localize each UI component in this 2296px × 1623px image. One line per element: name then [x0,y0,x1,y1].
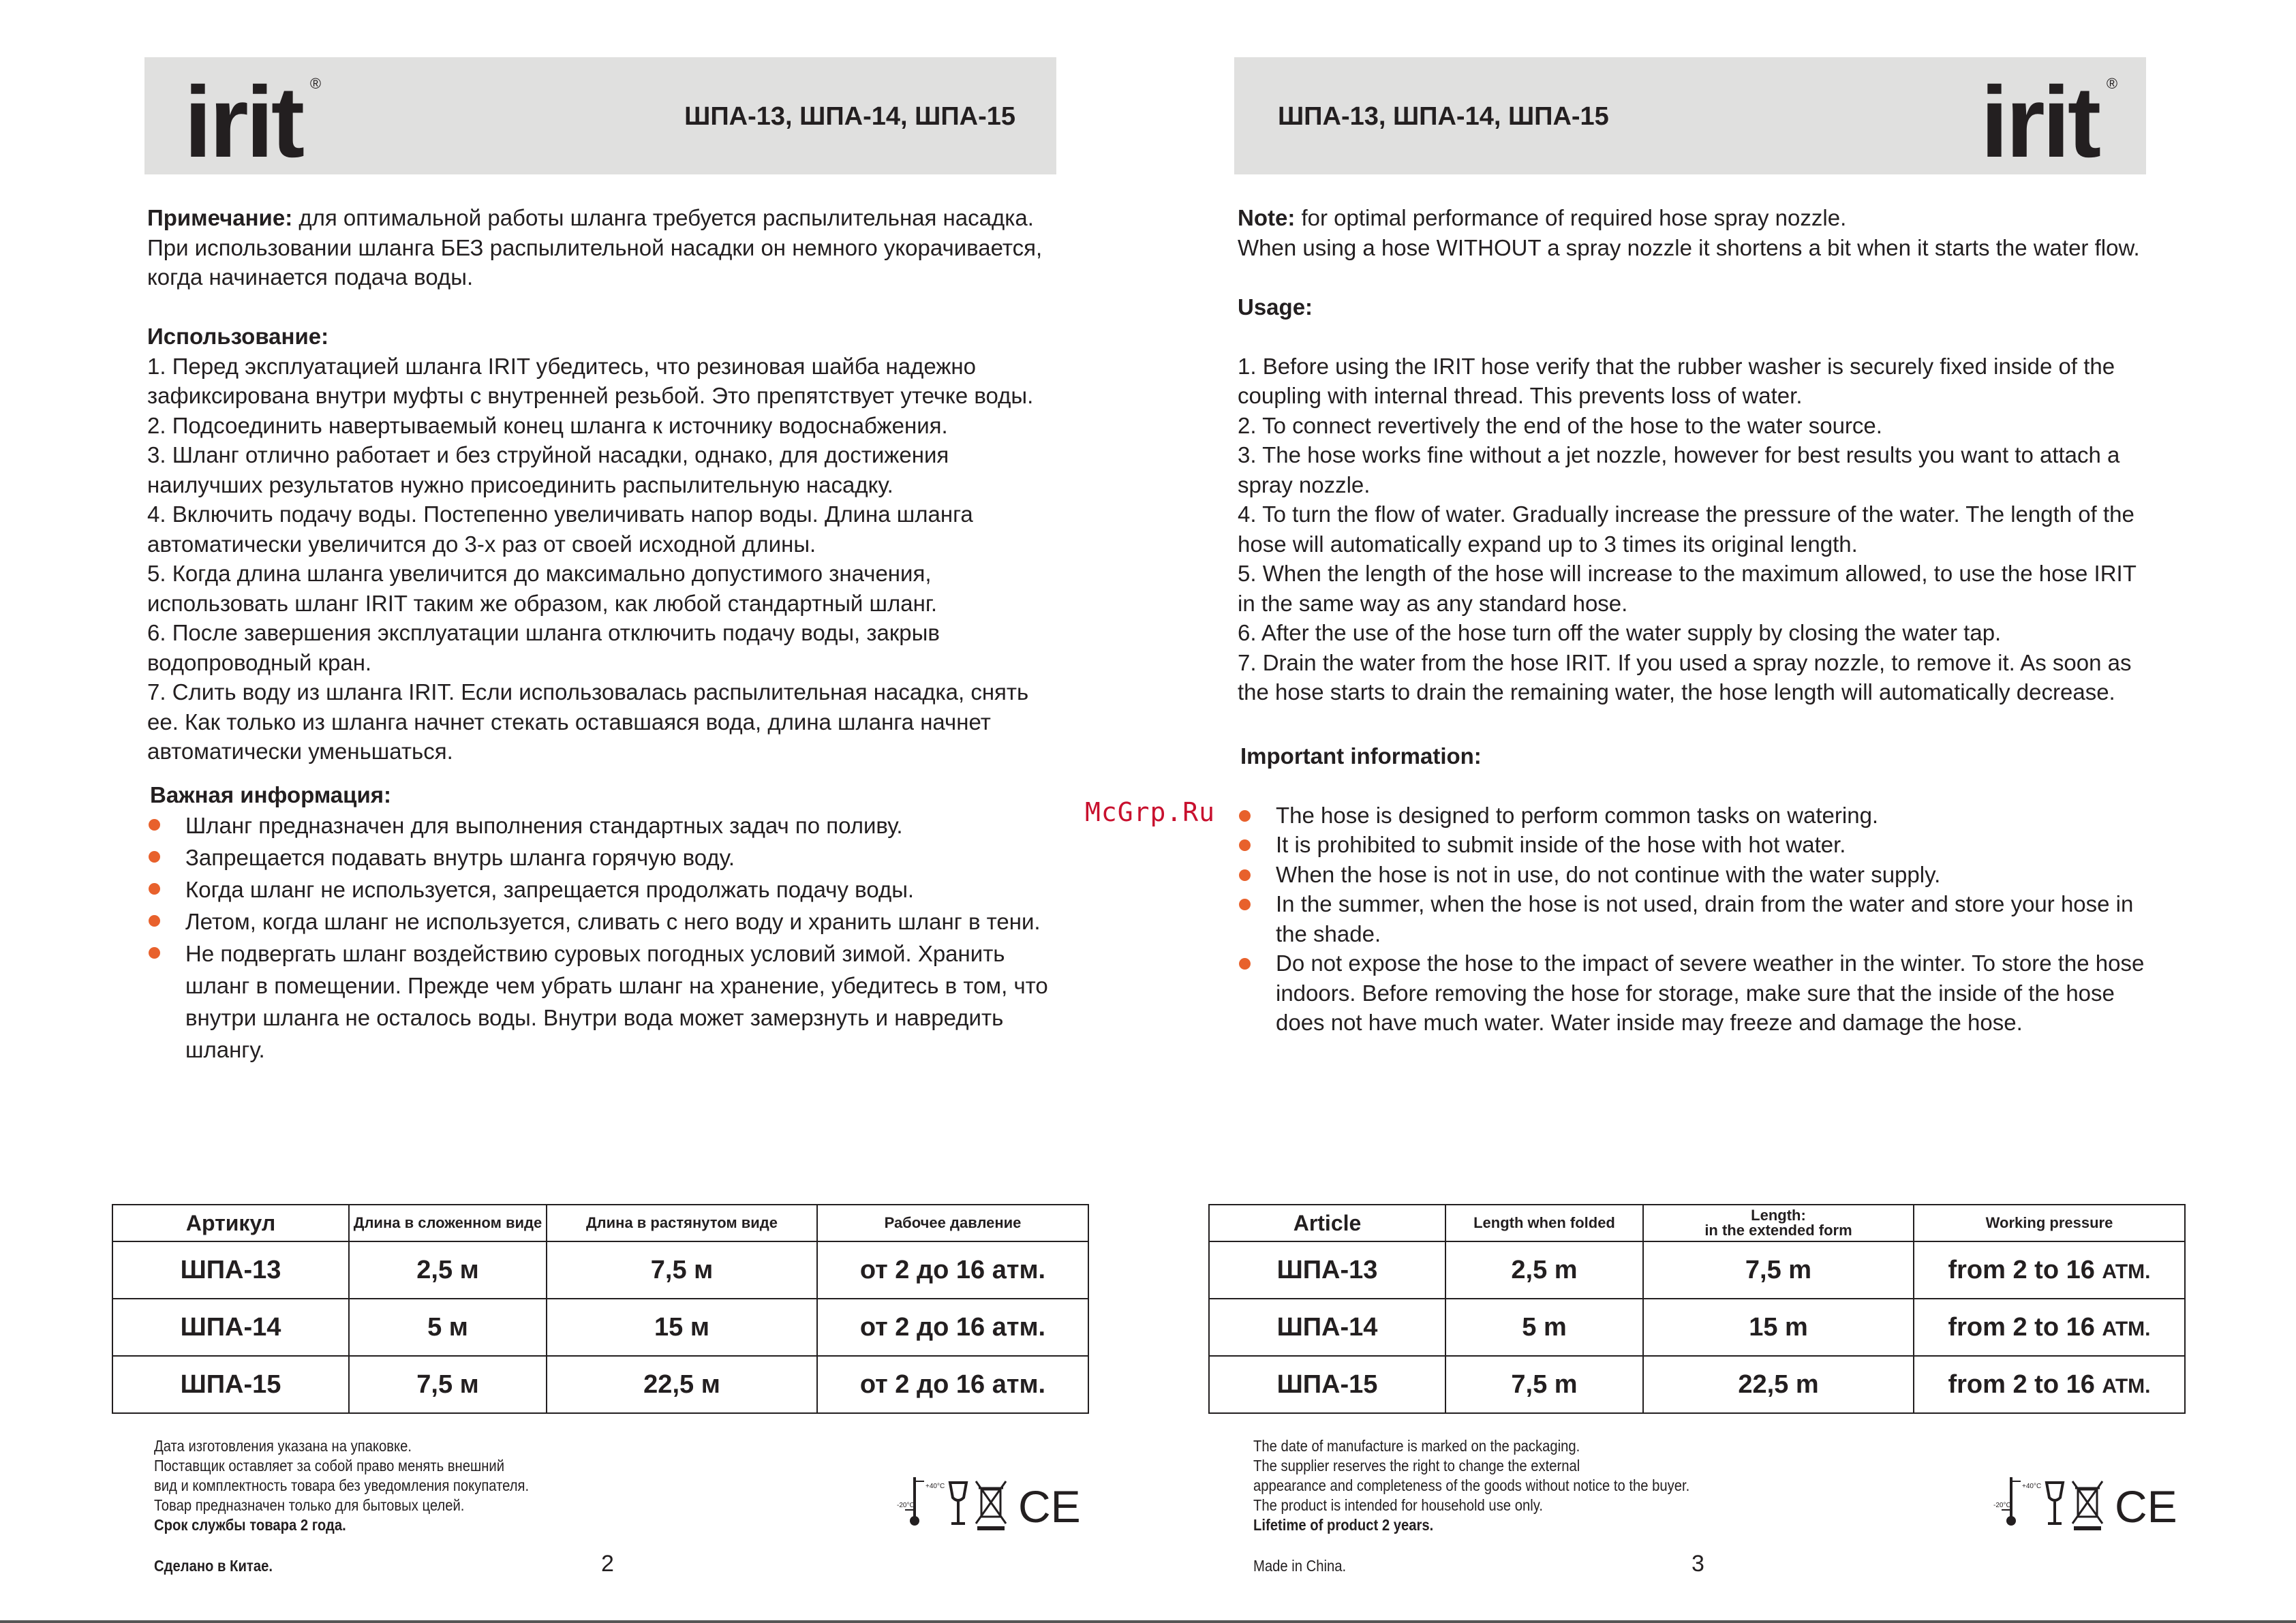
spec-table [1208,1204,2186,1414]
svg-text:-20°C: -20°C [897,1502,915,1509]
page-header [1234,57,2146,179]
list-item: Летом, когда шланг не используется, сливать с него воду и хранить шланг в тени. [147,906,1060,938]
svg-text:-20°C: -20°C [1993,1502,2011,1509]
list-item: Когда шланг не используется, запрещается продолжать подачу воды. [147,874,1060,906]
svg-text:+40°C: +40°C [2022,1483,2042,1490]
list-item: When the hose is not in use, do not continue with the water supply. [1238,860,2151,890]
page-number: 2 [601,1551,614,1577]
usage-item: 3. The hose works fine without a jet nozzle, however for best results you want to attach a spray nozzle. [1238,442,2120,497]
note-continued: When using a hose WITHOUT a spray nozzle it shortens a bit when it starts the water flow. [1238,234,2140,260]
usage-item: 4. To turn the flow of water. Gradually increase the pressure of the water. The length of the hose will automatically expand up to 3 times its original length. [1238,501,2134,557]
table-row: ШПА-15 7,5 м 22,5 м от 2 до 16 атм. [112,1356,1088,1413]
list-item: The hose is designed to perform common tasks on watering. [1238,801,2151,831]
usage-item: 1. Before using the IRIT hose verify that the rubber washer is securely fixed inside of the coupling with internal thread. This prevents loss of water. [1238,353,2115,408]
usage-item: 6. После завершения эксплуатации шланга отключить подачу воды, закрыв водопроводный кран. [147,620,940,675]
crossed-bin-icon [2072,1481,2102,1530]
table-header-row [112,1205,1088,1241]
column-header: Длина в сложенном виде [349,1205,547,1241]
usage-item: 5. Когда длина шланга увеличится до максимально допустимого значения, использовать шланг IRIT таким же образом, как любой стандартный шланг. [147,561,937,616]
column-header: Length: in the extended form [1643,1205,1914,1241]
certification-icons [1993,1472,2177,1533]
bottom-rule [0,1620,2296,1623]
usage-title: Использование: [147,324,329,349]
made-in: Made in China. [1253,1557,1347,1575]
model-title: ШПА-13, ШПА-14, ШПА-15 [684,102,1015,131]
instructions-text [1238,203,2151,1038]
usage-item: 2. Подсоединить навертываемый конец шланга к источнику водоснабжения. [147,412,948,438]
list-item: Шланг предназначен для выполнения стандартных задач по поливу. [147,809,1060,841]
registered-mark: ® [2106,75,2118,92]
thermometer-icon [1993,1477,2041,1526]
table-row: ШПА-13 2,5 м 7,5 м от 2 до 16 атм. [112,1241,1088,1299]
made-in: Сделано в Китае. [154,1557,273,1575]
list-item: Не подвергать шланг воздействию суровых погодных условий зимой. Хранить шланг в помещении. Прежде чем убрать шланг на хранение, убедитесь в том, что внутри шланга не осталось воды. Внутри вода может замерзнуть и навредить шлангу. [147,938,1060,1066]
table-row: ШПА-14 5 m 15 m from 2 to 16 ATM. [1209,1299,2185,1356]
brand-logo [1980,66,2118,179]
list-item: It is prohibited to submit inside of the hose with hot water. [1238,830,2151,860]
list-item: Do not expose the hose to the impact of severe weather in the winter. To store the hose indoors. Before removing the hose for storage, make sure that the inside of the hose does not have much water. Water inside may freeze and damage the hose. [1238,948,2151,1038]
column-header: Артикул [112,1205,349,1241]
important-title: Важная информация: [150,782,391,807]
note: Note: for optimal performance of required hose spray nozzle. [1238,205,1847,230]
usage-item: 3. Шланг отлично работает и без струйной насадки, однако, для достижения наилучших результатов нужно присоединить распылительную насадку. [147,442,949,497]
usage-item: 7. Слить воду из шланга IRIT. Если использовалась распылительная насадка, снять ее. Как только из шланга начнет стекать оставшаяся вода, длина шланга начнет автоматически уменьшаться. [147,679,1029,764]
thermometer-icon [897,1477,945,1526]
right-page [1148,0,2296,1623]
spec-table [112,1204,1089,1414]
usage-item: 5. When the length of the hose will increase to the maximum allowed, to use the hose IRIT in the same way as any standard hose. [1238,561,2137,616]
column-header: Article [1209,1205,1445,1241]
important-list [147,809,1060,1066]
column-header: Рабочее давление [817,1205,1088,1241]
usage-item: 7. Drain the water from the hose IRIT. If you used a spray nozzle, to remove it. As soon as the hose starts to drain the remaining water, the hose length will automatically decrease. [1238,649,2132,705]
usage-item: 6. After the use of the hose turn off the water supply by closing the water tap. [1238,620,2002,645]
model-title: ШПА-13, ШПА-14, ШПА-15 [1278,102,1609,131]
ce-mark-icon: CE [1018,1481,1081,1532]
usage-item: 1. Перед эксплуатацией шланга IRIT убедитесь, что резиновая шайба надежно зафиксирована внутри муфты с внутренней резьбой. Это препятствует утечке воды. [147,353,1034,408]
footer-notes: The date of manufacture is marked on the packaging. The supplier reserves the right to change the external appearance and completeness of the goods without notice to the buyer. The product is intended for household use only. Lifetime of product 2 years. [1253,1437,1690,1534]
ce-mark-icon: CE [2115,1481,2177,1532]
svg-text:+40°C: +40°C [925,1483,945,1490]
usage-item: 4. Включить подачу воды. Постепенно увеличивать напор воды. Длина шланга автоматически увеличится до 3-х раз от своей исходной длины. [147,501,973,557]
usage-item: 2. To connect revertively the end of the hose to the water source. [1238,412,1882,438]
table-header-row [1209,1205,2185,1241]
table-row: ШПА-15 7,5 m 22,5 m from 2 to 16 ATM. [1209,1356,2185,1413]
important-list [1238,801,2151,1038]
list-item: In the summer, when the hose is not used, drain from the water and store your hose in the shade. [1238,889,2151,948]
column-header: Length when folded [1445,1205,1643,1241]
table-row: ШПА-13 2,5 m 7,5 m from 2 to 16 ATM. [1209,1241,2185,1299]
crossed-bin-icon [976,1481,1006,1530]
certification-icons [897,1472,1081,1533]
brand-name: irit [184,66,303,179]
instructions-text [147,203,1060,1066]
usage-title: Usage: [1238,294,1313,320]
glass-fork-icon [2047,1483,2063,1524]
page-header [144,57,1056,179]
column-header: Working pressure [1914,1205,2185,1241]
brand-name: irit [1980,66,2099,179]
important-title: Important information: [1240,743,1482,769]
table-row: ШПА-14 5 м 15 м от 2 до 16 атм. [112,1299,1088,1356]
registered-mark: ® [309,75,322,92]
note-continued: При использовании шланга БЕЗ распылительной насадки он немного укорачивается, когда начинается подача воды. [147,234,1043,290]
brand-logo [184,66,322,179]
note: Примечание: для оптимальной работы шланга требуется распылительная насадка. [147,205,1034,230]
watermark: McGrp.Ru [1085,797,1216,827]
page-number: 3 [1692,1551,1704,1577]
list-item: Запрещается подавать внутрь шланга горячую воду. [147,841,1060,874]
glass-fork-icon [950,1483,966,1524]
column-header: Длина в растянутом виде [547,1205,817,1241]
footer-notes: Дата изготовления указана на упаковке. Поставщик оставляет за собой право менять внешний вид и комплектность товара без уведомления покупателя. Товар предназначен только для бытовых целей. Срок службы товара 2 года. [154,1437,530,1534]
